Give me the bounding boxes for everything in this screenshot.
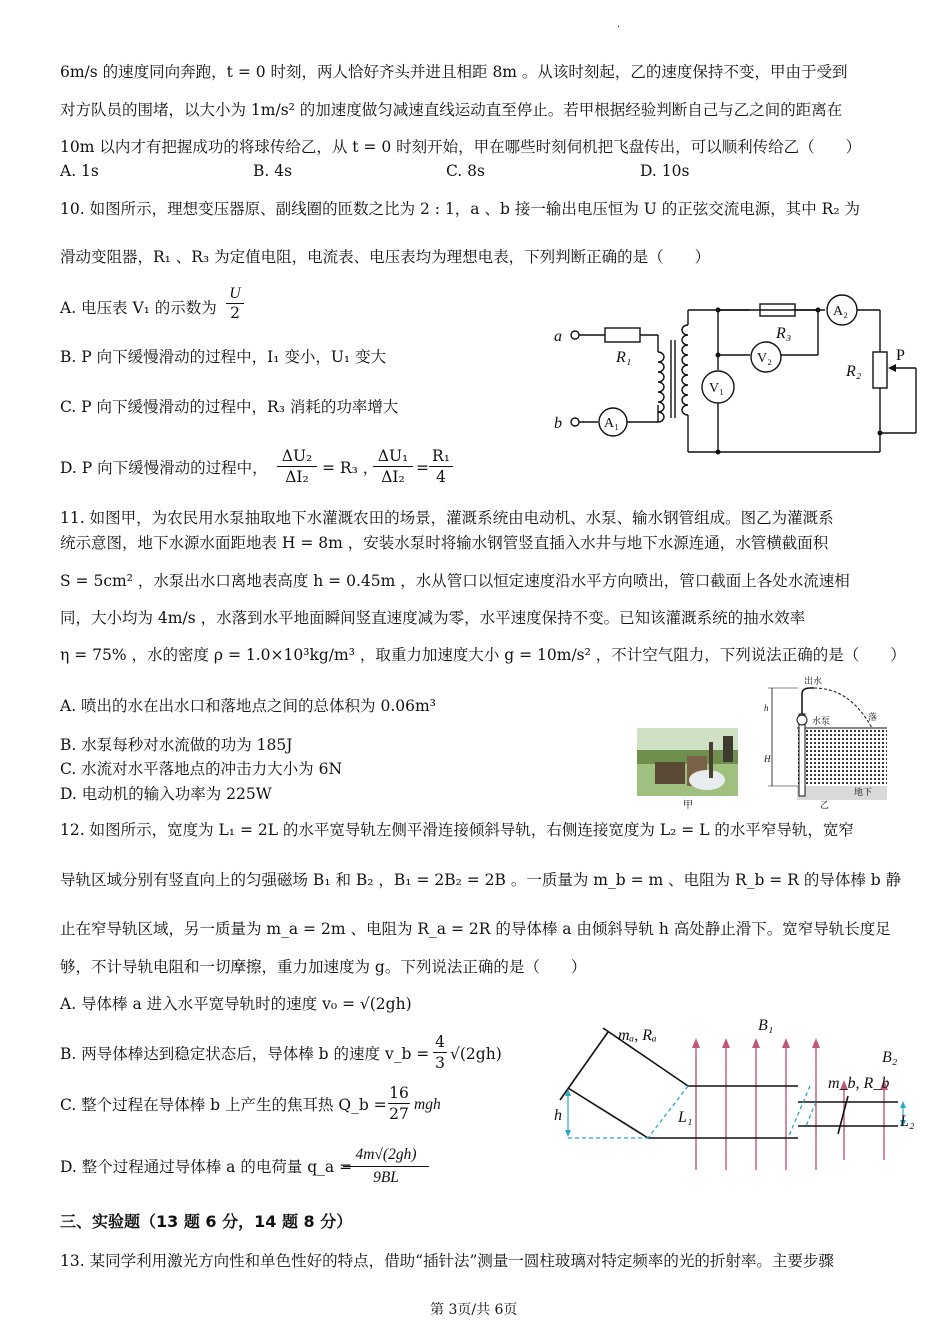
q12-line1: 12. 如图所示，宽度为 L₁ = 2L 的水平宽导轨左侧平滑连接倾斜导轨，右侧连接宽度为 L₂ = L 的水平窄导轨，宽窄 (60, 821, 854, 839)
q12-option-c-fraction: 16 27 (389, 1084, 409, 1123)
label-l2: L₂ (900, 1113, 915, 1130)
q11-line3: S = 5cm² ，水泵出水口离地表高度 h = 0.45m ，水从管口以恒定速度沿水平方向喷出，管口截面上各处水流速相 (60, 572, 850, 590)
groundwater (797, 786, 887, 800)
terminal-a (571, 331, 579, 339)
label-mb-rb: m_b, R_b (828, 1075, 890, 1092)
q9-option-d: D. 10s (640, 162, 690, 180)
label-b1: B₁ (758, 1017, 774, 1034)
label-jia: 甲 (683, 800, 693, 810)
terminal-b (571, 418, 579, 426)
irrigation-photo (637, 728, 739, 810)
label-dixia: 地下 (854, 787, 873, 797)
steel-pipe (799, 714, 805, 796)
q9-line3: 10m 以内才有把握成功的将球传给乙，从 t = 0 时刻开始，甲在哪些时刻伺机把飞盘传出，可以顺利传给乙（ ） (60, 138, 862, 156)
pump (797, 715, 807, 725)
q9-line1: 6m/s 的速度同向奔跑，t = 0 时刻，两人恰好齐头并进且相距 8m 。从该时刻起，乙的速度保持不变，甲由于受到 (60, 63, 848, 81)
label-r3: R₃ (776, 325, 792, 342)
label-b: b (554, 415, 562, 432)
q12-option-d-fraction: 4m√(2gh) 9BL (343, 1144, 429, 1189)
label-ma-ra: mₐ, Rₐ (618, 1027, 657, 1044)
q11-line5: η = 75% ，水的密度 ρ = 1.0×10³kg/m³ ，取重力加速度大小 g = 10m/s² ，不计空气阻力，下列说法正确的是（ ） (60, 646, 906, 664)
label-r1: R₁ (616, 349, 632, 366)
q12-option-b: B. 两导体棒达到稳定状态后，导体棒 b 的速度 v_b = (60, 1045, 430, 1063)
q11-line4: 同，大小均为 4m/s ，水落到水平地面瞬间竖直速度减为零，水平速度保持不变。已知该灌溉系统的抽水效率 (60, 609, 806, 627)
q12-option-c-tail: mgh (414, 1096, 441, 1113)
q9-line2: 对方队员的围堵，以大小为 1m/s² 的加速度做匀减速直线运动直至停止。若甲根据经验判断自己与乙之间的距离在 (60, 101, 843, 119)
header-mark: · (617, 22, 621, 33)
section-title-experiments: 三、实验题（13 题 6 分，14 题 8 分） (60, 1212, 353, 1231)
label-v1: V₁ (709, 381, 724, 396)
q12-option-b-tail: √(2gh) (450, 1045, 502, 1063)
q10-option-d-frac3: R₁ 4 (429, 446, 453, 487)
q9-option-b: B. 4s (253, 162, 293, 180)
q10-option-d-frac1: ΔU₂ ΔI₂ (277, 446, 317, 487)
label-h-big: H (764, 754, 771, 764)
q13-line1: 13. 某同学利用激光方向性和单色性好的特点，借助“插针法”测量一圆柱玻璃对特定频率的光的折射率。主要步骤 (60, 1252, 834, 1270)
boundary-dash-3 (806, 1102, 816, 1126)
q10-option-a-fraction: U 2 (226, 285, 244, 322)
label-v2: V₂ (757, 351, 772, 366)
q12-option-a: A. 导体棒 a 进入水平宽导轨时的速度 v₀ = √(2gh) (60, 995, 412, 1013)
q11-option-b: B. 水泵每秒对水流做的功为 185J (60, 736, 293, 754)
q10-option-d-eq1: = R₃ ， (322, 459, 379, 477)
q12-line4: 够，不计导轨电阻和一切摩擦，重力加速度为 g。下列说法正确的是（ ） (60, 958, 587, 976)
q12-line2: 导轨区域分别有竖直向上的匀强磁场 B₁ 和 B₂ ，B₁ = 2B₂ = 2B 。一质量为 m_b = m 、电阻为 R_b = R 的导体棒 b 静 (60, 871, 902, 889)
transformer-circuit-diagram (550, 290, 930, 465)
page-number: 第 3页/共 6页 (430, 1302, 518, 1318)
q11-line2: 统示意图，地下水源水面距地表 H = 8m ，安装水泵时将输水钢管竖直插入水井与地下水源连通，水管横截面积 (60, 534, 829, 552)
q12-option-c: C. 整个过程在导体棒 b 上产生的焦耳热 Q_b = (60, 1096, 387, 1114)
q10-option-b: B. P 向下缓慢滑动的过程中，I₁ 变小，U₁ 变大 (60, 348, 387, 366)
q12-option-b-fraction: 4 3 (433, 1032, 447, 1073)
incline-rail-bottom (568, 1088, 648, 1138)
q10-option-a: A. 电压表 V₁ 的示数为 (60, 299, 217, 317)
label-a2: A₂ (833, 304, 848, 319)
label-a: a (554, 328, 562, 345)
q10-line1: 10. 如图所示，理想变压器原、副线圈的匝数之比为 2 : 1，a 、b 接一输出电压恒为 U 的正弦交流电源，其中 R₂ 为 (60, 200, 860, 218)
label-shuibeng: 水泵 (812, 716, 831, 726)
ground-fill (797, 728, 887, 786)
label-yi: 乙 (820, 800, 830, 810)
q9-option-a: A. 1s (60, 162, 99, 180)
q11-line1: 11. 如图甲，为农民用水泵抽取地下水灌溉农田的场景，灌溉系统由电动机、水泵、输水钢管组成。图乙为灌溉系 (60, 509, 834, 527)
label-h-small: h (764, 703, 769, 713)
label-chushui: 出水 (804, 676, 823, 686)
label-b2: B₂ (882, 1049, 898, 1066)
q11-option-c: C. 水流对水平落地点的冲击力大小为 6N (60, 760, 343, 778)
rod-a (560, 1032, 608, 1100)
irrigation-schematic (762, 674, 892, 810)
q10-option-d: D. P 向下缓慢滑动的过程中， (60, 459, 268, 477)
q12-option-d: D. 整个过程通过导体棒 a 的电荷量 q_a = (60, 1158, 353, 1176)
q10-option-d-frac2: ΔU₁ ΔI₂ (373, 446, 413, 487)
q9-option-c: C. 8s (446, 162, 485, 180)
q10-option-c: C. P 向下缓慢滑动的过程中，R₃ 消耗的功率增大 (60, 398, 399, 416)
q11-option-a: A. 喷出的水在出水口和落地点之间的总体积为 0.06m³ (60, 697, 436, 715)
label-l1: L₁ (678, 1109, 693, 1126)
rails-magnetic-field-diagram (548, 1010, 928, 1180)
q10-option-d-eq2: = (416, 459, 429, 477)
boundary-dash-2 (788, 1086, 810, 1138)
label-a1: A₁ (604, 416, 619, 431)
resistor-r1 (605, 328, 640, 342)
q10-line2: 滑动变阻器，R₁ 、R₃ 为定值电阻，电流表、电压表均为理想电表，下列判断正确的是（ ） (60, 248, 711, 266)
label-luo: 落 (868, 712, 878, 722)
label-p: P (896, 347, 905, 364)
primary-coil (658, 352, 664, 422)
rheostat-r2 (873, 352, 887, 388)
label-h: h (554, 1107, 562, 1124)
secondary-coil (682, 325, 688, 415)
q12-line3: 止在窄导轨区域，另一质量为 m_a = 2m 、电阻为 R_a = 2R 的导体棒 a 由倾斜导轨 h 高处静止滑下。宽窄导轨长度足 (60, 920, 891, 938)
q11-option-d: D. 电动机的输入功率为 225W (60, 785, 272, 803)
label-r2: R₂ (846, 363, 862, 380)
